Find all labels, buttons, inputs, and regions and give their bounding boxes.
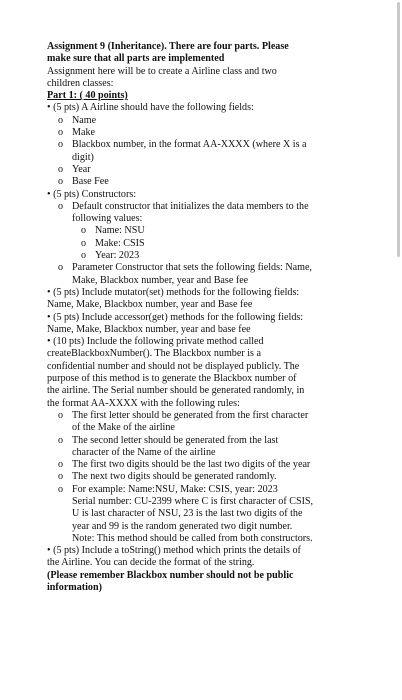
private-method-text: (10 pts) Include the following private method called bbox=[53, 336, 264, 348]
default-make bbox=[47, 238, 359, 250]
tostring-cont: the Airline. You can decide the format of the string. bbox=[47, 557, 255, 569]
part1-heading: Part 1: ( 40 points) bbox=[47, 90, 128, 102]
sub-marker: o bbox=[58, 409, 64, 421]
sub-marker: o bbox=[58, 163, 64, 175]
tostring-text: (5 pts) Include a toString() method which prints the details of bbox=[53, 545, 301, 557]
intro-line-1: Assignment here will be to create a Airline class and two bbox=[47, 65, 277, 77]
sub-marker: o bbox=[81, 225, 87, 237]
rule-5-line-3: U is last character of NSU, 23 is the last two digits of the bbox=[72, 508, 303, 520]
sub-marker: o bbox=[81, 250, 87, 262]
sub-marker: o bbox=[58, 114, 64, 126]
field-name bbox=[47, 115, 359, 127]
field-base-fee bbox=[47, 176, 359, 188]
sub-marker: o bbox=[58, 434, 64, 446]
rule-5-line-4: year and 99 is the random generated two digit number. bbox=[72, 520, 293, 532]
rule-1-cont: of the Make of the airline bbox=[72, 422, 175, 434]
rule-2 bbox=[47, 435, 359, 447]
mutators-item bbox=[47, 287, 359, 299]
default-make-text: Make: CSIS bbox=[95, 237, 145, 249]
field-blackbox-cont: digit) bbox=[72, 151, 94, 163]
rule-4-text: The next two digits should be generated randomly. bbox=[72, 471, 277, 483]
sub-marker: o bbox=[58, 139, 64, 151]
field-blackbox bbox=[47, 139, 359, 151]
private-method-line-4: purpose of this method is to generate the Blackbox number of bbox=[47, 373, 297, 385]
default-year bbox=[47, 250, 359, 262]
rule-3 bbox=[47, 459, 359, 471]
sub-marker: o bbox=[58, 176, 64, 188]
bullet-marker: • bbox=[47, 545, 51, 557]
bullet-marker: • bbox=[47, 102, 51, 114]
fields-intro-item bbox=[47, 102, 359, 114]
bullet-marker: • bbox=[47, 311, 51, 323]
param-constructor-text: Parameter Constructor that sets the following fields: Name, bbox=[72, 262, 312, 274]
sub-marker: o bbox=[58, 483, 64, 495]
bullet-marker: • bbox=[47, 188, 51, 200]
rule-2-cont: character of the Name of the airline bbox=[72, 446, 216, 458]
param-constructor bbox=[47, 262, 359, 274]
field-blackbox-text: Blackbox number, in the format AA-XXXX (where X is a bbox=[72, 139, 307, 151]
field-year bbox=[47, 164, 359, 176]
rule-3-text: The first two digits should be the last two digits of the year bbox=[72, 459, 311, 471]
field-year-text: Year bbox=[72, 163, 91, 175]
intro-line-2: children classes: bbox=[47, 77, 114, 89]
field-base-fee-text: Base Fee bbox=[72, 176, 109, 188]
rule-2-text: The second letter should be generated from the last bbox=[72, 434, 279, 446]
sub-marker: o bbox=[58, 200, 64, 212]
accessors-item bbox=[47, 312, 359, 324]
param-constructor-cont: Make, Blackbox number, year and Base fee bbox=[72, 274, 249, 286]
closing-note-line-2: information) bbox=[47, 582, 102, 594]
rule-5-text: For example: Name:NSU, Make: CSIS, year: 2023 bbox=[72, 483, 278, 495]
title-line-2: make sure that all parts are implemented bbox=[47, 53, 225, 65]
private-method-line-3: confidential number and should not be displayed publicly. The bbox=[47, 360, 300, 372]
default-name bbox=[47, 225, 359, 237]
private-method-line-6: the format AA-XXXX with the following rules: bbox=[47, 397, 240, 409]
title-line-1: Assignment 9 (Inheritance). There are four parts. Please bbox=[47, 41, 289, 52]
rule-5 bbox=[47, 484, 359, 496]
accessors-text: (5 pts) Include accessor(get) methods for the following fields: bbox=[53, 311, 304, 323]
sub-marker: o bbox=[58, 471, 64, 483]
bullet-marker: • bbox=[47, 286, 51, 298]
rule-5-line-5: Note: This method should be called from both constructors. bbox=[72, 532, 313, 544]
field-make bbox=[47, 127, 359, 139]
rule-4 bbox=[47, 471, 359, 483]
default-constructor-text: Default constructor that initializes the data members to the bbox=[72, 200, 309, 212]
fields-intro-text: (5 pts) A Airline should have the following fields: bbox=[53, 102, 254, 114]
rule-1-text: The first letter should be generated from the first character bbox=[72, 409, 309, 421]
closing-note-line-1: (Please remember Blackbox number should not be public bbox=[47, 569, 294, 581]
sub-marker: o bbox=[81, 237, 87, 249]
default-year-text: Year: 2023 bbox=[95, 250, 140, 262]
rule-1 bbox=[47, 410, 359, 422]
private-method-line-2: createBlackboxNumber(). The Blackbox number is a bbox=[47, 348, 261, 360]
constructors-item bbox=[47, 189, 359, 201]
mutators-cont: Name, Make, Blackbox number, year and Base fee bbox=[47, 299, 253, 311]
sub-marker: o bbox=[58, 459, 64, 471]
constructors-heading: (5 pts) Constructors: bbox=[53, 188, 137, 200]
sub-marker: o bbox=[58, 262, 64, 274]
accessors-cont: Name, Make, Blackbox number, year and base fee bbox=[47, 323, 251, 335]
tostring-item bbox=[47, 545, 359, 557]
default-constructor bbox=[47, 201, 359, 213]
rule-5-line-2: Serial number: CU-2399 where C is first character of CSIS, bbox=[72, 495, 314, 507]
mutators-text: (5 pts) Include mutator(set) methods for the following fields: bbox=[53, 286, 300, 298]
private-method-line-5: the airline. The Serial number should be generated randomly, in bbox=[47, 385, 305, 397]
scrollbar[interactable] bbox=[397, 2, 400, 257]
default-constructor-cont: following values: bbox=[72, 213, 143, 225]
field-make-text: Make bbox=[72, 127, 95, 139]
bullet-marker: • bbox=[47, 336, 51, 348]
sub-marker: o bbox=[58, 127, 64, 139]
private-method-item bbox=[47, 336, 359, 348]
field-name-text: Name bbox=[72, 114, 97, 126]
assignment-document bbox=[47, 41, 359, 594]
default-name-text: Name: NSU bbox=[95, 225, 145, 237]
